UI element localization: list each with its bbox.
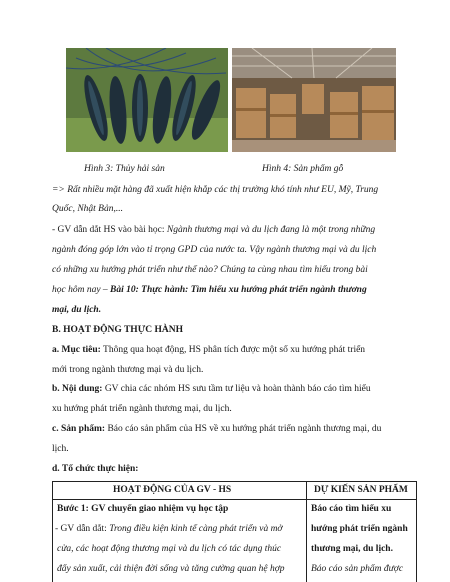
table-right-line-4: Báo cáo sản phẩm được — [311, 564, 404, 574]
table-left-line-1 — [55, 523, 283, 535]
intro-line-5: có những xu hướng phát triển như thế nào? Chúng ta cùng nhau tìm hiểu trong bài — [52, 265, 368, 275]
product-line-2: lịch. — [52, 444, 69, 454]
activity-table — [52, 481, 417, 582]
intro-line-3-lead: - GV dẫn dắt HS vào bài học: — [52, 225, 167, 235]
objective-text: Thông qua hoạt động, HS phân tích được một số xu hướng phát triển — [100, 345, 366, 355]
table-header-divider — [53, 499, 416, 500]
content-line-2: xu hướng phát triển ngành thương mại, du lịch. — [52, 404, 232, 414]
content-text: GV chia các nhóm HS sưu tầm tư liệu và hoàn thành báo cáo tìm hiểu — [102, 384, 371, 394]
intro-line-4: ngành đóng góp lớn vào tỉ trọng GPD của nước ta. Vậy ngành thương mại và du lịch — [52, 245, 377, 255]
objective-line-1 — [52, 344, 365, 356]
table-right-line-1: Báo cáo tìm hiểu xu — [311, 504, 392, 514]
product-label: c. Sản phẩm: — [52, 424, 106, 434]
section-b-heading: B. HOẠT ĐỘNG THỰC HÀNH — [52, 325, 183, 335]
table-right-line-2: hướng phát triển ngành — [311, 524, 408, 534]
figure-4-caption: Hình 4: Sản phẩm gỗ — [262, 164, 344, 174]
lesson-title: Bài 10: Thực hành: Tìm hiểu xu hướng phát triển ngành thương — [110, 285, 367, 295]
table-left-line-2: cửa, các hoạt động thương mại và du lịch có tác dụng thúc — [57, 544, 282, 554]
table-right-line-3: thương mại, du lịch. — [311, 544, 393, 554]
intro-line-6 — [52, 284, 367, 296]
table-step-1: Bước 1: GV chuyển giao nhiệm vụ học tập — [57, 504, 229, 514]
content-line-1 — [52, 383, 371, 395]
content-label: b. Nội dung: — [52, 384, 103, 394]
product-text: Báo cáo sản phẩm của HS về xu hướng phát triển ngành thương mại, du — [105, 424, 382, 434]
intro-line-6-lead: học hôm nay – — [52, 285, 111, 295]
objective-label: a. Mục tiêu: — [52, 345, 101, 355]
table-left-line-3: đẩy sản xuất, cải thiện đời sống và tăng cường quan hệ hợp — [57, 564, 285, 574]
table-column-divider — [306, 482, 307, 582]
intro-line-1: => Rất nhiều mặt hàng đã xuất hiện khắp các thị trường khó tính như EU, Mỹ, Trung — [52, 185, 379, 195]
lesson-title-cont: mại, du lịch. — [52, 305, 102, 315]
organization-label: d. Tổ chức thực hiện: — [52, 464, 139, 474]
objective-line-2: mới trong ngành thương mại và du lịch. — [52, 365, 204, 375]
table-left-line-1-lead: - GV dẫn dắt: — [55, 524, 110, 534]
product-line-1 — [52, 423, 381, 435]
table-left-line-1-text: Trong điều kiện kinh tế càng phát triển và mở — [109, 524, 283, 534]
intro-line-3 — [52, 224, 375, 236]
intro-line-3-quote: Ngành thương mại và du lịch đang là một trong những — [166, 225, 376, 235]
figure-3-caption: Hình 3: Thủy hải sản — [84, 164, 165, 174]
shrimp-image — [66, 48, 228, 152]
table-header-activity: HOẠT ĐỘNG CỦA GV - HS — [113, 485, 232, 495]
intro-line-2: Quốc, Nhật Bản,... — [52, 204, 123, 214]
table-header-expected-product: DỰ KIẾN SẢN PHẨM — [314, 485, 408, 495]
wood-products-image — [232, 48, 396, 152]
